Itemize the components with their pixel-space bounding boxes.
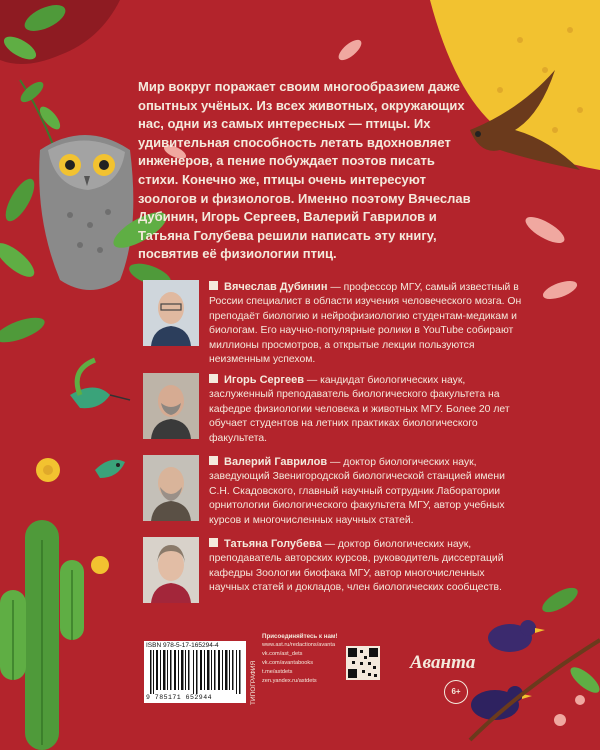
social-link[interactable]: t.me/astdets bbox=[262, 669, 293, 675]
author-bio bbox=[209, 537, 527, 596]
social-link[interactable]: vk.com/ast_dets bbox=[262, 651, 303, 657]
social-links-block bbox=[262, 632, 382, 686]
age-rating-badge: 6+ bbox=[444, 680, 468, 704]
bullet-square-icon bbox=[209, 281, 218, 290]
author-name: Игорь Сергеев bbox=[224, 374, 304, 386]
owl-illustration bbox=[39, 135, 133, 290]
author-photo bbox=[143, 537, 199, 603]
top-left-plant bbox=[0, 0, 120, 150]
social-link[interactable]: zen.yandex.ru/astdets bbox=[262, 678, 317, 684]
social-link[interactable]: vk.com/avantabooks bbox=[262, 660, 313, 666]
author-photo bbox=[143, 455, 199, 521]
bullet-square-icon bbox=[209, 538, 218, 547]
vertical-printer-label: ТИПОГРАФИЯ bbox=[250, 660, 257, 705]
publisher-logo: Аванта bbox=[410, 652, 476, 673]
author-description: — кандидат биологических наук, заслуженный преподаватель биологического факультета на кафедре физиологии человека и животных МГУ. Более 20 лет обучает студентов на летних практиках биологического факультета. bbox=[209, 375, 510, 444]
social-link[interactable]: www.ast.ru/redactions/avanta bbox=[262, 642, 336, 648]
bullet-square-icon bbox=[209, 374, 218, 383]
author-description: — профессор МГУ, самый известный в России специалист в области изучения человеческого мозга. Он преподаёт биологию и нейрофизиологию студентам-медикам и биологам. Его научно-популярные ролики в YouTube собирают миллионы просмотров, а открытые лекции пользуются неизменным успехом. bbox=[209, 282, 522, 366]
author-bio bbox=[209, 373, 527, 446]
starling-birds-illustration bbox=[470, 583, 600, 740]
author-description: — доктор биологических наук, преподаватель авторских курсов, руководитель диссертаций кафедры Зоологии биофака МГУ, автор многочисленных научных статей и докладов, член биологических сообществ. bbox=[209, 539, 504, 594]
barcode-icon bbox=[148, 650, 242, 694]
isbn-label: ISBN 978-5-17-165294-4 bbox=[146, 642, 219, 649]
barcode-number: 9 785171 652944 bbox=[146, 694, 213, 701]
hummingbird-illustration bbox=[70, 360, 130, 478]
social-heading: Присоединяйтесь к нам! bbox=[262, 633, 338, 640]
author-description: — доктор биологических наук, заведующий Звенигородской биологической станцией имени С.Н. Скадовского, главный научный сотрудник Лаборатории орнитологии биологического факультета МГУ, автор учебных курсов и многочисленных научных статей. bbox=[209, 457, 505, 526]
intro-text: Мир вокруг поражает своим многообразием даже опытных учёных. Из всех животных, окружающих нас, одни из самых интересных — птицы. Их удивительная способность летать вдохновляет инженеров, а пение побуждает поэтов писать стихи. Конечно же, птицы очень интересуют зоологов и физиологов. Именно поэтому Вячеслав Дубинин, Игорь Сергеев, Валерий Гаврилов и Татьяна Голубева решили написать эту книгу, посвятив её физиологии птиц. bbox=[138, 79, 471, 262]
author-bio bbox=[209, 280, 527, 367]
isbn-barcode-block bbox=[144, 641, 246, 703]
author-bio bbox=[209, 455, 527, 528]
author-photo bbox=[143, 373, 199, 439]
author-name: Татьяна Голубева bbox=[224, 538, 322, 550]
author-photo bbox=[143, 280, 199, 346]
author-name: Валерий Гаврилов bbox=[224, 456, 328, 468]
cactus-illustration bbox=[0, 458, 109, 750]
bullet-square-icon bbox=[209, 456, 218, 465]
qr-code-icon bbox=[346, 646, 380, 680]
author-name: Вячеслав Дубинин bbox=[224, 281, 328, 293]
